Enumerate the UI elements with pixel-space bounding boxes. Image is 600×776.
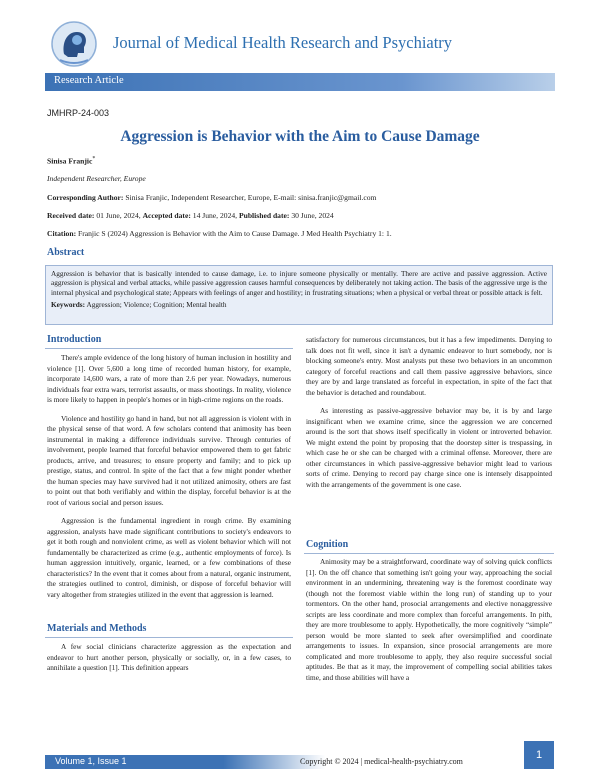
materials-methods-heading: Materials and Methods bbox=[47, 623, 147, 634]
affiliation-text: Independent Researcher, Europe bbox=[47, 174, 146, 183]
article-type-label: Research Article bbox=[54, 75, 124, 86]
published-label: Published date: bbox=[238, 211, 290, 220]
introduction-rule bbox=[45, 348, 293, 349]
volume-issue: Volume 1, Issue 1 bbox=[55, 756, 127, 766]
keywords-text: Aggression; Violence; Cognition; Mental health bbox=[86, 300, 227, 310]
accepted-date: 14 June, 2024, bbox=[192, 211, 238, 220]
cognition-paragraph-1: Animosity may be a straightforward, coordinate way of solving quick conflicts [1]. On the off chance that something isn't going your way, approaching the social environment in an undermining, threatening way is the foremost coordinate way (though not the foremost viable within the long run) of standing up to your tormentors. On the other hand, prosocial arrangements and elective nonaggressive scripts are less coordinate and more complex than forceful arrangements. In pith, they are more troublesome to apply. Hypothetically, the more cognitively “simple” person would be more slanted to seek after oversimplified and coordinate arrangements to issues. In expansion, since prosocial arrangements are more complicated and more troublesome to apply, they also require successful social aptitudes. Be that as it may, the improvement of compelling social abilities takes time, and those abilities will have a bbox=[306, 557, 552, 682]
abstract-box bbox=[45, 265, 553, 325]
corresponding-label: Corresponding Author: bbox=[47, 193, 124, 202]
author-line bbox=[47, 156, 95, 166]
materials-rule bbox=[45, 637, 293, 638]
citation-line bbox=[47, 229, 392, 238]
materials-paragraph-1: A few social clinicians characterize aggression as the expectation and endeavor to hurt another person, physically or socially, or, in a few cases, to annihilate a question [1]. This definition appears bbox=[47, 642, 291, 672]
document-id: JMHRP-24-003 bbox=[47, 108, 110, 118]
intro-paragraph-3: Aggression is the fundamental ingredient in rough crime. By examining aggression, analysts have made significant contributions to society's endeavors to get it both rough and nonviolent crime, as well as violent behavior which will not fundamentally be characterized as crime (e.g., authentic employments of force). Is human aggression intuitively, organic, learned, or a few combinations of these characteristics? In the event that it comes about from a natural, organic instrument, the strategies outlined to control, diminish, or dispose of forceful behavior will vary altogether from strategies utilized in the event that aggression is learned. bbox=[47, 516, 291, 599]
citation-label: Citation: bbox=[47, 229, 77, 238]
published-date: 30 June, 2024 bbox=[291, 211, 334, 220]
cognition-heading: Cognition bbox=[306, 539, 349, 550]
corresponding-text: Sinisa Franjic, Independent Researcher, Europe, E-mail: sinisa.franjic@gmail.com bbox=[125, 193, 377, 202]
citation-text: Franjic S (2024) Aggression is Behavior with the Aim to Cause Damage. J Med Health Psychiatry 1: 1. bbox=[78, 229, 392, 238]
intro-paragraph-1: There's ample evidence of the long history of human inclusion in hostility and violence [1]. Over 5,600 a long time of recorded human history, for example, incorporate 14,600 wars, a rate of more than 2.6 per year. Nowadays, numerous individuals fear extra wars, terrorist assaults, or mass shootings. In reality, violence is more likely to happen in people's homes or in high-crime regions on the roads. bbox=[47, 353, 291, 404]
journal-logo-icon bbox=[50, 20, 98, 68]
author-sup: * bbox=[92, 156, 96, 162]
corresponding-author bbox=[47, 193, 376, 202]
dates-line bbox=[47, 211, 334, 220]
received-date: 01 June, 2024, bbox=[96, 211, 141, 220]
right-paragraph-1: satisfactory for numerous circumstances, but it has a few impediments. Denying to talk does not fit well, since it isn't a dynamic endeavor to hurt somebody, nor is blocking someone's entry. Most analysts put these two behaviors in an uncommon category of forceful reactions and call them passive aggressive behaviors, since they are by and large translated as forceful in expectation, in spite of the fact that the behavior is detached and roundabout. bbox=[306, 335, 552, 397]
keywords-label: Keywords: bbox=[51, 300, 86, 310]
left-column-body bbox=[47, 353, 291, 608]
right-column-body bbox=[306, 335, 552, 498]
cognition-rule bbox=[304, 553, 554, 554]
journal-title: Journal of Medical Health Research and Psychiatry bbox=[113, 33, 453, 52]
right-paragraph-2: As interesting as passive-aggressive behavior may be, it is by and large insignificant when we examine crime, since the aggression we are concerned around is the sort that shows itself specifically in violent or introverted behavior. We might extend the point by proposing that the doorstep sitter is trespassing, in which case he or she can be charged with a criminal offense. Moreover, there are other circumstances in which passive-aggressive behavior might lead to various sorts of crime. Denying to record pay charge since one is intensely disappointed with the arrangements of the government is one case. bbox=[306, 406, 552, 489]
article-type-banner bbox=[45, 73, 555, 91]
abstract-heading: Abstract bbox=[47, 247, 85, 258]
keywords-line bbox=[51, 300, 547, 309]
materials-body bbox=[47, 642, 291, 682]
abstract-text: Aggression is behavior that is basically intended to cause damage, i.e. to injure someone physically or mentally. There are active and passive aggression. Active aggression is physical and verbal attacks, while passive aggression causes harmful consequences by deliberately not taking action. The basis of the aggressive urge is the internal physical and psychological state; Appears with feelings of anger and hostility; in frustrating situations; when a physical or verbal threat or possible attack is felt. bbox=[51, 269, 547, 297]
author-name: Sinisa Franjic bbox=[47, 156, 93, 166]
received-label: Received date: bbox=[47, 211, 95, 220]
intro-paragraph-2: Violence and hostility go hand in hand, but not all aggression is violent with in the physical sense of that word. A few scholars contend that animosity has been instrumental in making a difference individuals survive. Through centuries of involvement, people learned that forceful behavior empowered them to get fabric products, arrive, and treasures; to ensure property and family; and to pick up prestige, status, and control. In spite of the fact that a few might ponder whether the human species may have survived had it not utilized animosity, others are fast to point out that both verifiably and within the display, forceful behavior is at the root of various social and person issues. bbox=[47, 413, 291, 507]
accepted-label: Accepted date: bbox=[142, 211, 191, 220]
paper-title: Aggression is Behavior with the Aim to Cause Damage bbox=[120, 128, 480, 145]
copyright-text: Copyright © 2024 | medical-health-psychiatry.com bbox=[300, 757, 463, 766]
author-affiliation bbox=[47, 174, 146, 183]
page-number: 1 bbox=[524, 741, 554, 769]
cognition-body bbox=[306, 557, 552, 691]
introduction-heading: Introduction bbox=[47, 334, 102, 345]
